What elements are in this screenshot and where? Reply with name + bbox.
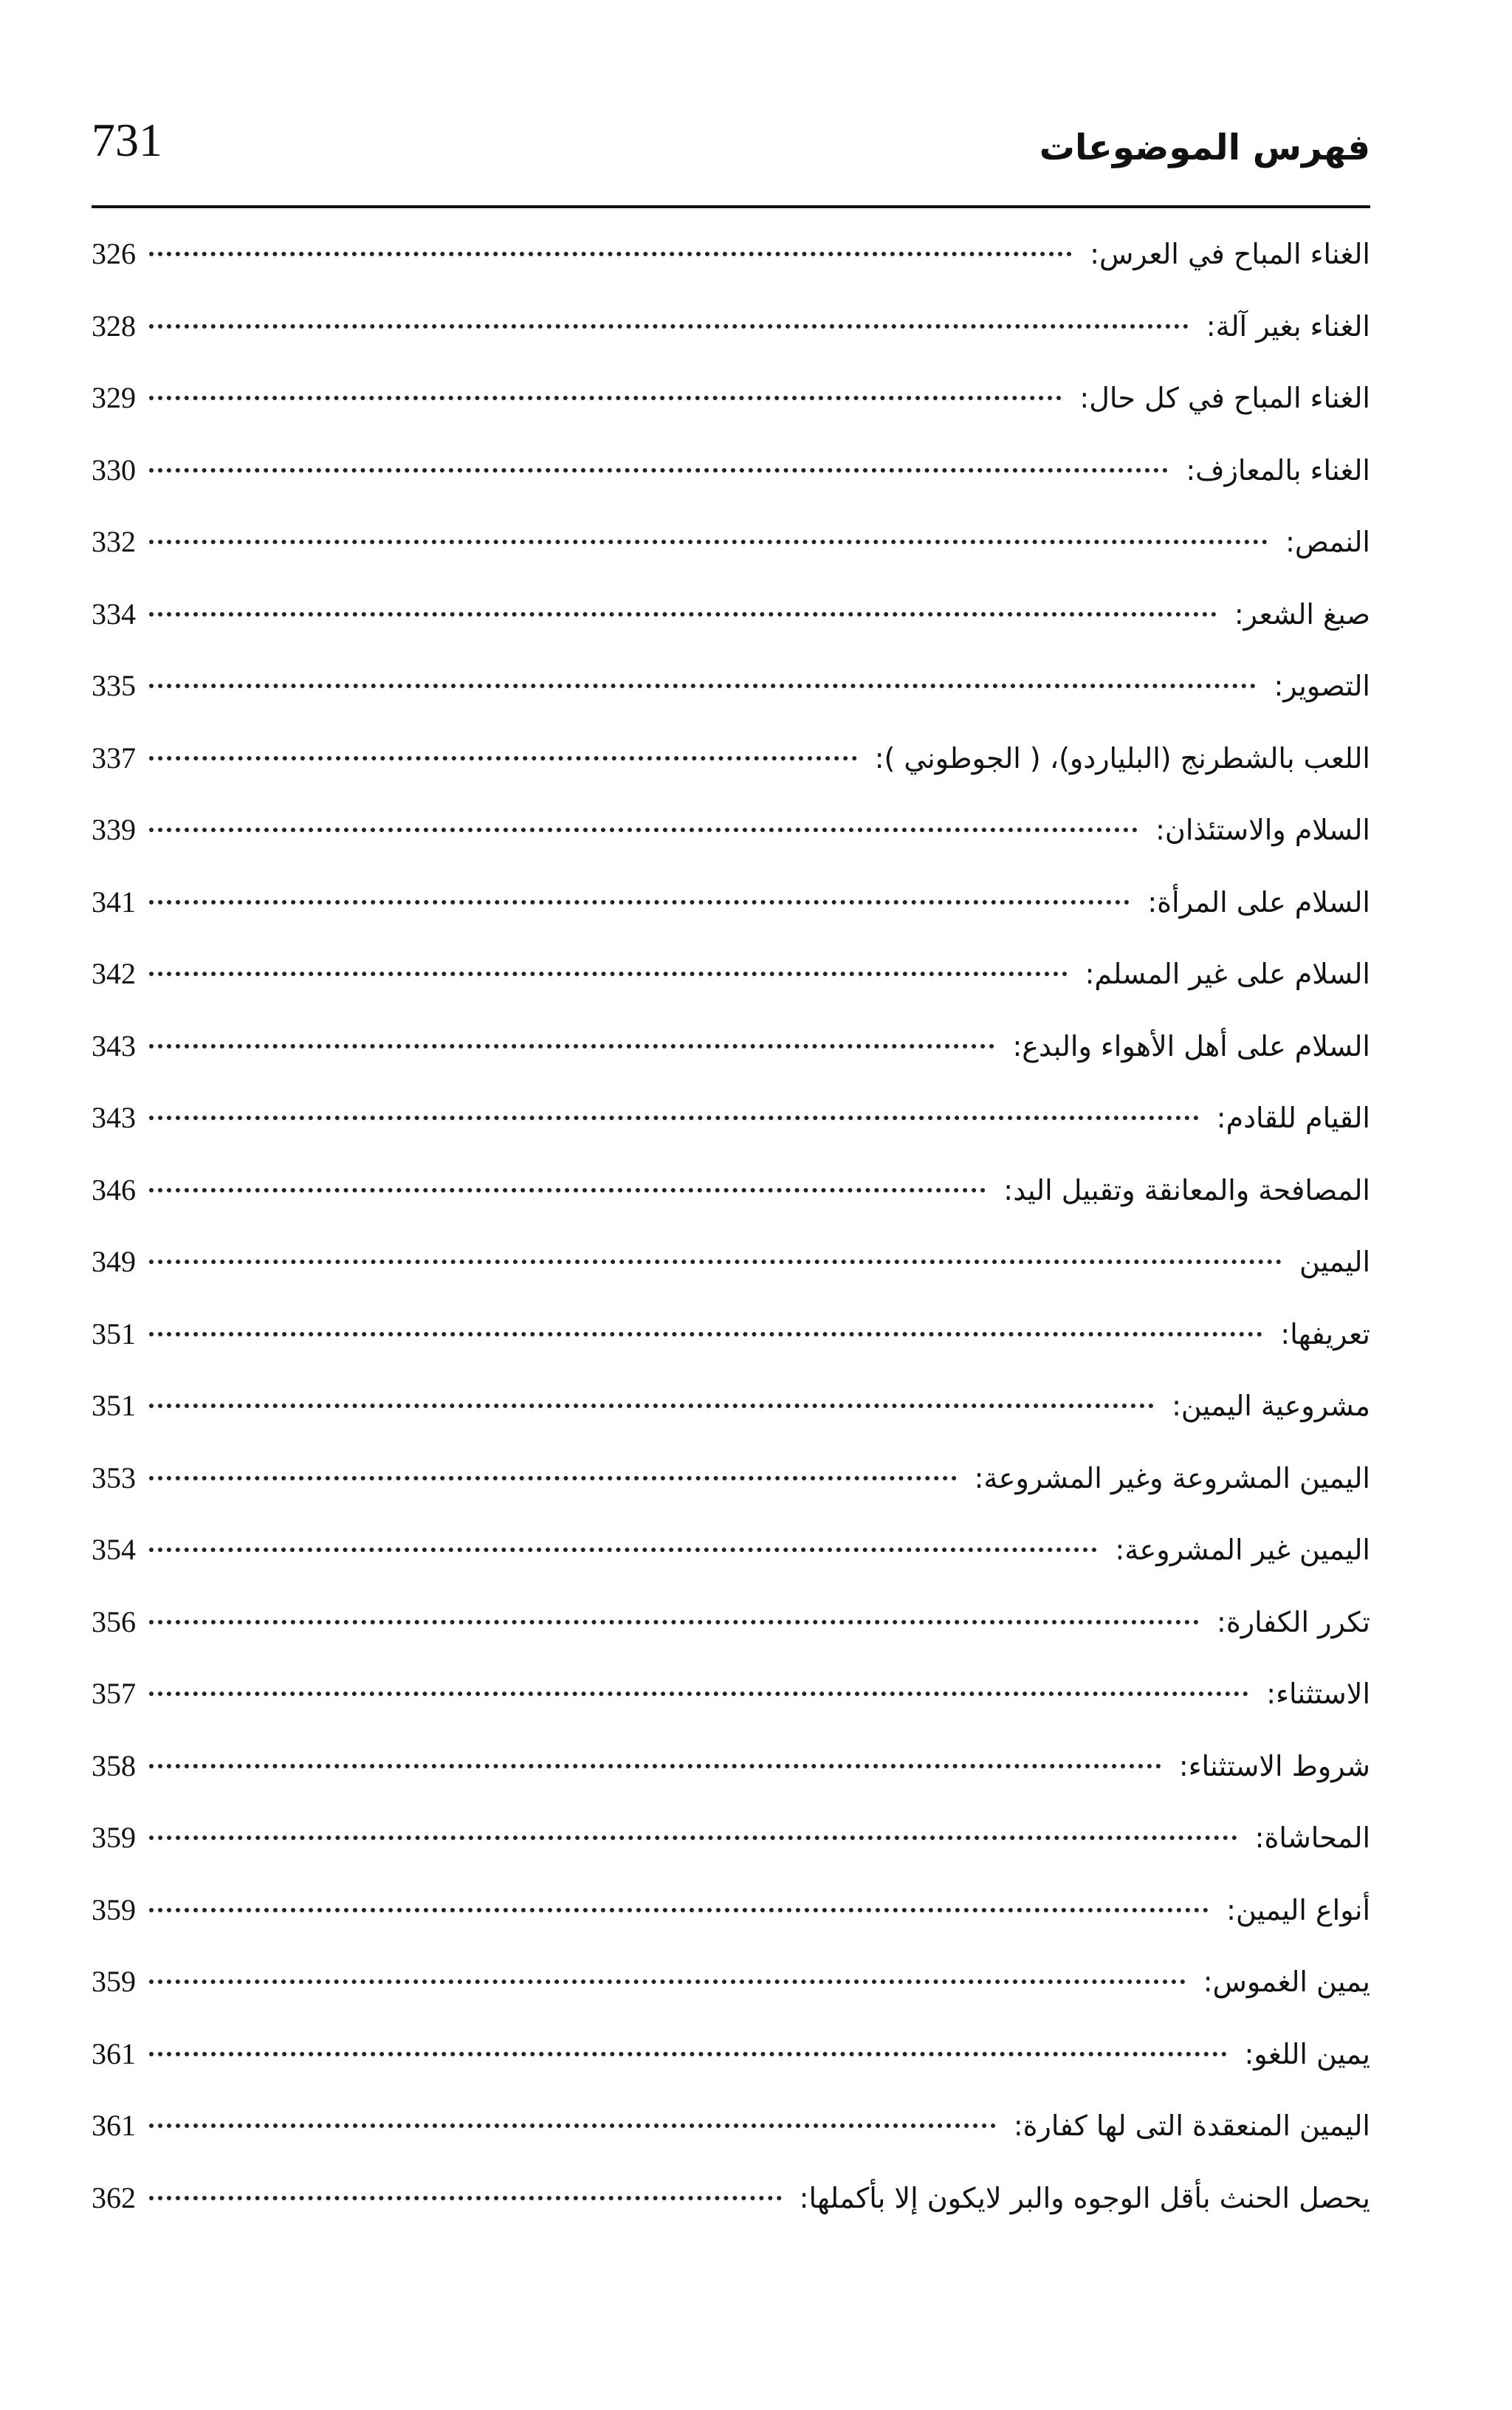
toc-entry-page: 359	[92, 1821, 136, 1854]
dot-leader	[149, 684, 1256, 688]
toc-entry-title: السلام على غير المسلم:	[1085, 958, 1370, 990]
toc-entry-title: السلام على المرأة:	[1147, 885, 1370, 919]
dot-leader	[149, 1476, 957, 1480]
toc-entry-title: تعريفها:	[1280, 1317, 1370, 1350]
dot-leader	[149, 2196, 782, 2200]
toc-entry-page: 362	[92, 2180, 136, 2214]
dot-leader	[149, 1548, 1097, 1552]
toc-entry-title: الغناء المباح في كل حال:	[1079, 382, 1370, 414]
toc-entry-title: يمين اللغو:	[1244, 2037, 1370, 2070]
dot-leader	[149, 1980, 1186, 1984]
header-divider	[92, 205, 1370, 208]
toc-entry-title: الغناء المباح في العرس:	[1090, 238, 1370, 270]
dot-leader	[149, 756, 857, 761]
toc-entry-page: 351	[92, 1316, 136, 1350]
toc-entry-title: اليمين	[1299, 1246, 1370, 1278]
toc-entry-title: اللعب بالشطرنج (البلياردو)، ( الجوطوني ):	[874, 741, 1370, 775]
toc-entry-page: 359	[92, 1965, 136, 1998]
dot-leader	[149, 1764, 1161, 1768]
toc-entry-title: أنواع اليمين:	[1226, 1893, 1370, 1926]
toc-entry-page: 356	[92, 1604, 136, 1638]
toc-entry-page: 342	[92, 957, 136, 990]
page-number: 731	[92, 114, 162, 166]
toc-entry-title: المصافحة والمعانقة وتقبيل اليد:	[1003, 1173, 1370, 1206]
toc-entry-title: الغناء بغير آلة:	[1206, 309, 1370, 343]
toc-entry	[92, 726, 1370, 798]
dot-leader	[149, 972, 1068, 976]
toc-entry-page: 337	[92, 741, 136, 775]
toc-entry	[92, 1085, 1370, 1158]
dot-leader	[149, 1332, 1262, 1336]
toc-entry-page: 354	[92, 1533, 136, 1566]
toc-entry-title: شروط الاستثناء:	[1178, 1749, 1370, 1782]
toc-entry	[92, 797, 1370, 870]
toc-entry	[92, 294, 1370, 366]
toc-entry-page: 335	[92, 669, 136, 702]
dot-leader	[149, 1404, 1154, 1408]
toc-entry-title: النمص:	[1285, 526, 1370, 558]
toc-entry-page: 361	[92, 2036, 136, 2070]
dot-leader	[149, 828, 1138, 832]
toc-entry-page: 359	[92, 1892, 136, 1926]
dot-leader	[149, 1116, 1199, 1120]
table-of-contents	[92, 222, 1370, 2237]
dot-leader	[149, 612, 1217, 617]
toc-entry	[92, 1949, 1370, 2022]
toc-entry-title: اليمين المنعقدة التى لها كفارة:	[1013, 2109, 1370, 2142]
toc-entry-page: 329	[92, 381, 136, 414]
toc-entry-page: 339	[92, 813, 136, 846]
toc-entry-page: 349	[92, 1245, 136, 1278]
toc-entry	[92, 2166, 1370, 2238]
toc-entry-page: 357	[92, 1677, 136, 1710]
toc-entry-page: 332	[92, 525, 136, 558]
toc-entry	[92, 870, 1370, 942]
toc-entry	[92, 2022, 1370, 2094]
toc-entry-title: مشروعية اليمين:	[1172, 1390, 1370, 1422]
dot-leader	[149, 1260, 1282, 1264]
dot-leader	[149, 540, 1268, 544]
toc-entry	[92, 582, 1370, 654]
toc-entry-page: 353	[92, 1460, 136, 1494]
toc-entry-page: 326	[92, 237, 136, 270]
toc-entry	[92, 941, 1370, 1014]
dot-leader	[149, 2124, 996, 2128]
toc-entry	[92, 1878, 1370, 1950]
dot-leader	[149, 1908, 1209, 1912]
page-title: فهرس الموضوعات	[1039, 127, 1370, 168]
toc-entry-title: يحصل الحنث بأقل الوجوه والبر لايكون إلا بأكملها:	[799, 2181, 1370, 2214]
toc-entry-title: صبغ الشعر:	[1234, 597, 1370, 631]
dot-leader	[149, 1044, 994, 1048]
toc-entry-title: الغناء بالمعازف:	[1186, 453, 1370, 487]
toc-entry	[92, 2093, 1370, 2166]
toc-entry	[92, 438, 1370, 510]
dot-leader	[149, 1188, 986, 1192]
toc-entry-title: التصوير:	[1274, 670, 1370, 702]
toc-entry-page: 334	[92, 597, 136, 631]
toc-entry-title: الاستثناء:	[1266, 1678, 1370, 1710]
toc-entry-page: 343	[92, 1101, 136, 1134]
toc-entry	[92, 1229, 1370, 1302]
toc-entry	[92, 1734, 1370, 1806]
toc-entry-page: 343	[92, 1029, 136, 1062]
dot-leader	[149, 396, 1062, 400]
toc-entry-title: المحاشاة:	[1254, 1822, 1370, 1854]
toc-entry	[92, 365, 1370, 438]
toc-entry	[92, 1590, 1370, 1662]
dot-leader	[149, 1692, 1248, 1696]
toc-entry-title: السلام على أهل الأهواء والبدع:	[1012, 1029, 1370, 1062]
toc-entry-page: 330	[92, 453, 136, 487]
toc-entry	[92, 1014, 1370, 1086]
toc-entry	[92, 1373, 1370, 1446]
dot-leader	[149, 900, 1130, 904]
toc-entry-title: السلام والاستئذان:	[1155, 814, 1370, 846]
toc-entry-page: 346	[92, 1173, 136, 1206]
toc-entry-page: 328	[92, 309, 136, 343]
dot-leader	[149, 468, 1168, 473]
toc-entry	[92, 1446, 1370, 1518]
dot-leader	[149, 252, 1072, 256]
toc-entry-page: 351	[92, 1389, 136, 1422]
toc-entry	[92, 1517, 1370, 1590]
toc-entry	[92, 222, 1370, 294]
toc-entry-page: 341	[92, 885, 136, 919]
toc-entry	[92, 509, 1370, 582]
toc-entry	[92, 653, 1370, 726]
toc-entry-title: القيام للقادم:	[1216, 1102, 1370, 1134]
toc-entry-title: اليمين المشروعة وغير المشروعة:	[974, 1461, 1370, 1494]
toc-entry	[92, 1158, 1370, 1230]
toc-entry-page: 361	[92, 2109, 136, 2142]
toc-entry-title: يمين الغموس:	[1203, 1966, 1370, 1998]
dot-leader	[149, 1836, 1237, 1840]
toc-entry	[92, 1302, 1370, 1374]
dot-leader	[149, 1620, 1199, 1624]
toc-entry-title: تكرر الكفارة:	[1217, 1605, 1370, 1638]
toc-entry-page: 358	[92, 1748, 136, 1782]
dot-leader	[149, 324, 1189, 329]
toc-entry-title: اليمين غير المشروعة:	[1115, 1534, 1370, 1566]
dot-leader	[149, 2052, 1227, 2056]
toc-entry	[92, 1661, 1370, 1734]
toc-entry	[92, 1805, 1370, 1878]
